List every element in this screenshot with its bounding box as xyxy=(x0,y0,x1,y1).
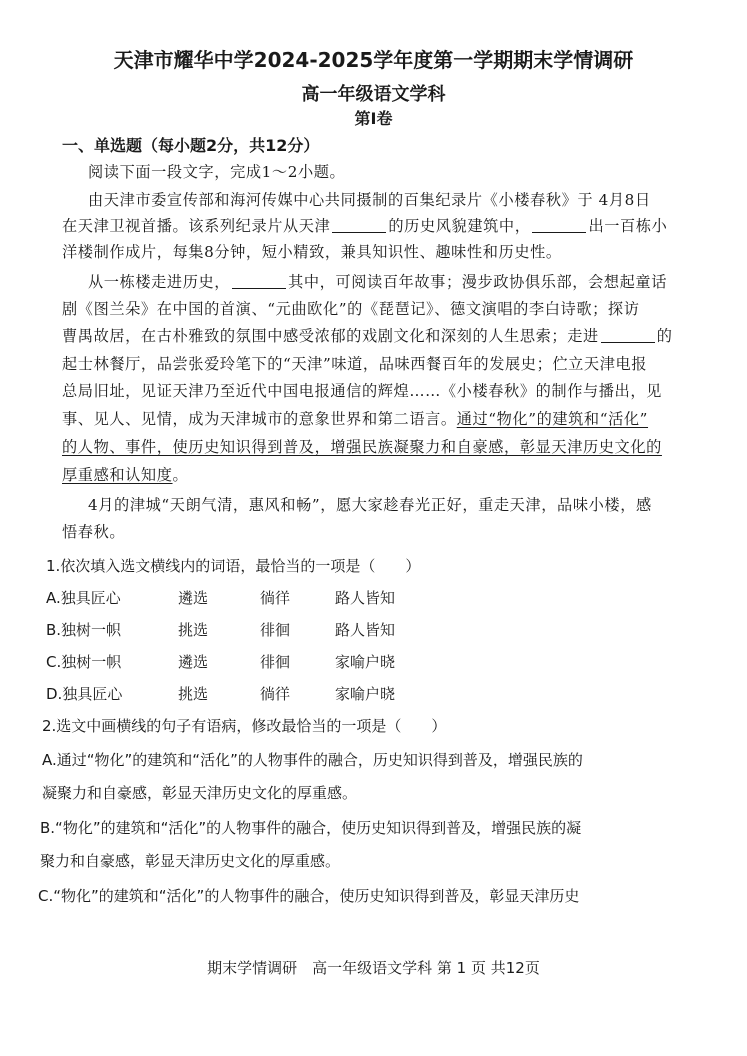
question-1-option-a xyxy=(46,587,395,608)
passage-line xyxy=(62,464,188,485)
option-word: 挑选 xyxy=(178,685,209,703)
passage-line: 悟春秋。 xyxy=(62,523,126,541)
underlined-sentence: 通过“物化”的建筑和“活化” xyxy=(456,410,649,428)
section-heading: 一、单选题（每小题2分，共12分） xyxy=(62,136,320,155)
volume-label: 第Ⅰ卷 xyxy=(354,109,393,128)
passage-line: 4月的津城“天朗气清，惠风和畅”，愿大家趁春光正好，重走天津，品味小楼，感 xyxy=(88,496,652,514)
passage-line: 剧《图兰朵》在中国的首演、“元曲欧化”的《琵琶记》、德文演唱的李白诗歌；探访 xyxy=(62,300,640,318)
question-2-option-a: A.通过“物化”的建筑和“活化”的人物事件的融合，历史知识得到普及，增强民族的 xyxy=(42,751,583,769)
passage-line: 由天津市委宣传部和海河传媒中心共同摄制的百集纪录片《小楼春秋》于 4月8日 xyxy=(88,191,651,209)
option-word: 挑选 xyxy=(178,621,209,639)
option-word: 家喻户晓 xyxy=(335,653,396,671)
passage-text: 。 xyxy=(172,466,189,484)
option-word: 家喻户晓 xyxy=(335,685,396,703)
option-word: C.独树一帜 xyxy=(46,653,122,671)
passage-line: 起士林餐厅，品尝张爱玲笔下的“天津”味道，品味西餐百年的发展史；伫立天津电报 xyxy=(62,355,648,373)
exam-subtitle: 高一年级语文学科 xyxy=(301,84,446,105)
question-1-stem: 1.依次填入选文横线内的词语，最恰当的一项是（ ） xyxy=(46,557,421,575)
question-2-option-b-cont: 聚力和自豪感，彰显天津历史文化的厚重感。 xyxy=(40,852,341,870)
underlined-sentence: 的人物、事件，使历史知识得到普及，增强民族凝聚力和自豪感，彰显天津历史文化的 xyxy=(62,438,662,456)
fill-blank xyxy=(332,218,386,233)
passage-text: 的历史风貌建筑中， xyxy=(388,217,531,235)
passage-line xyxy=(62,325,673,346)
passage-text: 在天津卫视首播。该系列纪录片从天津 xyxy=(62,217,331,235)
option-word: 徜徉 xyxy=(260,685,291,703)
question-1-option-c xyxy=(46,651,395,672)
option-word: 徘徊 xyxy=(260,621,291,639)
option-word: B.独树一帜 xyxy=(46,621,122,639)
passage-line xyxy=(88,271,667,292)
underlined-sentence: 厚重感和认知度 xyxy=(62,466,173,484)
question-1-option-b xyxy=(46,619,395,640)
question-2-option-b: B.“物化”的建筑和“活化”的人物事件的融合，使历史知识得到普及，增强民族的凝 xyxy=(40,819,582,837)
option-word: A.独具匠心 xyxy=(46,589,121,607)
option-word: 遴选 xyxy=(178,653,209,671)
fill-blank xyxy=(601,328,655,343)
option-word: 路人皆知 xyxy=(335,589,396,607)
option-word: 徘徊 xyxy=(260,653,291,671)
passage-text: 出一百栋小 xyxy=(588,217,668,235)
passage-line xyxy=(62,215,667,236)
question-1-option-d xyxy=(46,683,395,704)
fill-blank xyxy=(532,218,586,233)
option-word: 徜徉 xyxy=(260,589,291,607)
question-2-stem: 2.选文中画横线的句子有语病，修改最恰当的一项是（ ） xyxy=(42,717,447,735)
passage-line: 总局旧址，见证天津乃至近代中国电报通信的辉煌……《小楼春秋》的制作与播出，见 xyxy=(62,382,662,400)
option-word: 遴选 xyxy=(178,589,209,607)
passage-line: 洋楼制作成片，每集8分钟，短小精致，兼具知识性、趣味性和历史性。 xyxy=(62,243,562,261)
page-footer: 期末学情调研 高一年级语文学科 第 1 页 共12页 xyxy=(207,959,540,977)
fill-blank xyxy=(232,274,286,289)
passage-line xyxy=(62,408,648,429)
question-2-option-a-cont: 凝聚力和自豪感，彰显天津历史文化的厚重感。 xyxy=(42,784,358,802)
option-word: 路人皆知 xyxy=(335,621,396,639)
passage-text: 事、见人、见情，成为天津城市的意象世界和第二语言。 xyxy=(62,410,457,428)
passage-text: 从一栋楼走进历史， xyxy=(88,273,231,291)
passage-text: 曹禺故居，在古朴雅致的氛围中感受浓郁的戏剧文化和深刻的人生思索；走进 xyxy=(62,327,599,345)
question-2-option-c: C.“物化”的建筑和“活化”的人物事件的融合，使历史知识得到普及，彰显天津历史 xyxy=(38,887,580,905)
instruction: 阅读下面一段文字，完成1～2小题。 xyxy=(88,163,346,181)
exam-title: 天津市耀华中学2024-2025学年度第一学期期末学情调研 xyxy=(113,48,634,72)
passage-text: 的 xyxy=(656,327,673,345)
option-word: D.独具匠心 xyxy=(46,685,123,703)
passage-text: 其中，可阅读百年故事；漫步政协俱乐部，会想起童话 xyxy=(288,273,667,291)
